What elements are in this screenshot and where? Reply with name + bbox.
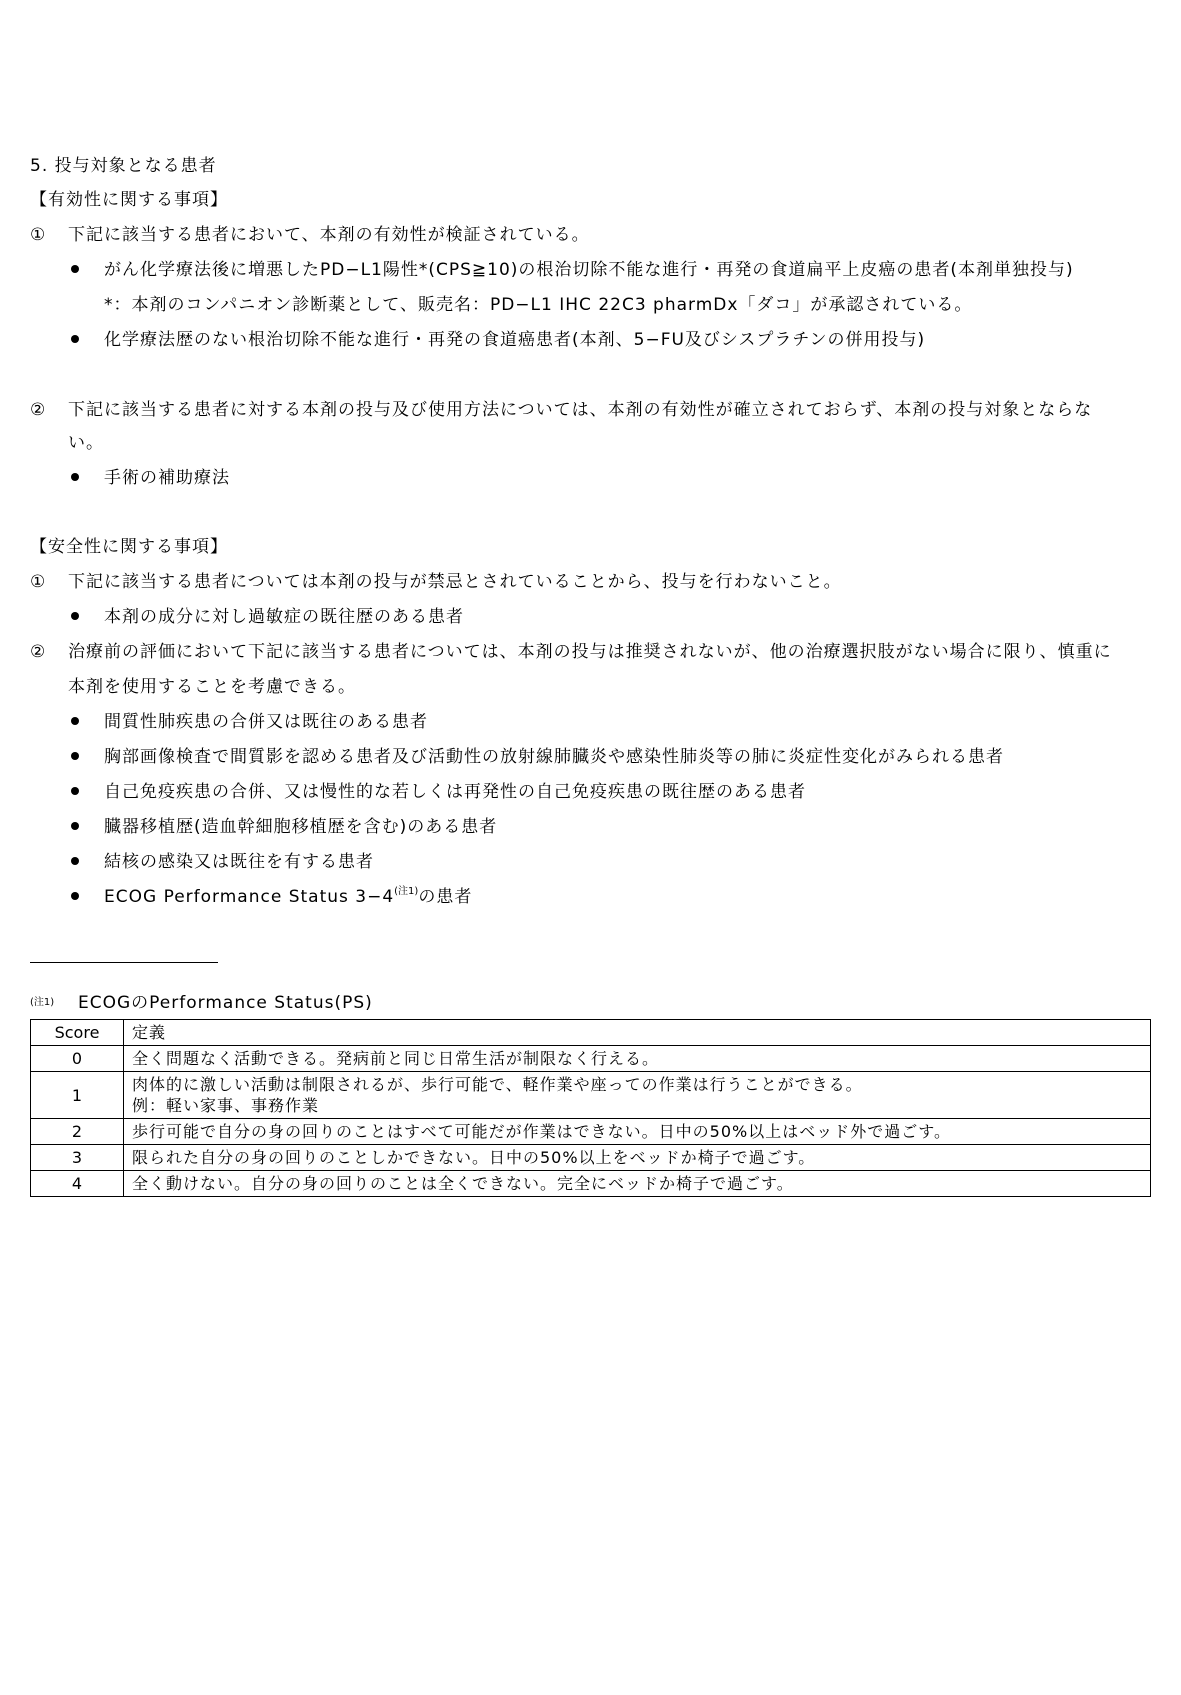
table-row (31, 1072, 1151, 1119)
definition-cell: 全く動けない。自分の身の回りのことは全くできない。完全にベッドか椅子で過ごす。 (124, 1171, 1151, 1197)
table-row (31, 1171, 1151, 1197)
score-cell: 3 (31, 1145, 124, 1171)
section-title: 5. 投与対象となる患者 (30, 156, 217, 176)
bullet-icon (71, 822, 79, 830)
bullet-icon (71, 612, 79, 620)
ecog-text: ECOG Performance Status 3−4 (104, 887, 395, 907)
efficacy-footnote: *：本剤のコンパニオン診断薬として、販売名：PD−L1 IHC 22C3 pharmDx「ダコ」が承認されている。 (104, 295, 973, 315)
header-definition: 定義 (124, 1020, 1151, 1046)
item-marker: ② (30, 642, 46, 662)
definition-cell (124, 1072, 1151, 1119)
safety-bullet: 本剤の成分に対し過敏症の既往歴のある患者 (104, 607, 464, 627)
note-marker: (注1) (30, 997, 55, 1008)
safety-heading: 【安全性に関する事項】 (30, 537, 228, 557)
definition-cell: 歩行可能で自分の身の回りのことはすべて可能だが作業はできない。日中の50%以上はベッド外で過ごす。 (124, 1119, 1151, 1145)
definition-cell: 全く問題なく活動できる。発病前と同じ日常生活が制限なく行える。 (124, 1046, 1151, 1072)
table-row (31, 1145, 1151, 1171)
definition-line: 例：軽い家事、事務作業 (132, 1096, 320, 1115)
bullet-icon (71, 857, 79, 865)
safety-bullet: 結核の感染又は既往を有する患者 (104, 852, 374, 872)
bullet-icon (71, 265, 79, 273)
efficacy-item2-text: 下記に該当する患者に対する本剤の投与及び使用方法については、本剤の有効性が確立されておらず、本剤の投与対象とならな (68, 400, 1093, 420)
footnote-ref: (注1) (394, 886, 419, 897)
safety-item1-text: 下記に該当する患者については本剤の投与が禁忌とされていることから、投与を行わないこと。 (68, 572, 842, 592)
item-marker: ① (30, 225, 46, 245)
bullet-icon (71, 892, 79, 900)
safety-bullet-ecog (104, 887, 472, 907)
efficacy-bullet: がん化学療法後に増悪したPD−L1陽性*(CPS≧10)の根治切除不能な進行・再発の食道扁平上皮癌の患者(本剤単独投与) (104, 260, 1074, 280)
bullet-icon (71, 752, 79, 760)
safety-bullet: 胸部画像検査で間質影を認める患者及び活動性の放射線肺臓炎や感染性肺炎等の肺に炎症性変化がみられる患者 (104, 747, 1004, 767)
ecog-text-post: の患者 (418, 887, 473, 907)
efficacy-heading: 【有効性に関する事項】 (30, 190, 228, 210)
safety-bullet: 自己免疫疾患の合併、又は慢性的な若しくは再発性の自己免疫疾患の既往歴のある患者 (104, 782, 806, 802)
table-row (31, 1046, 1151, 1072)
score-cell: 2 (31, 1119, 124, 1145)
safety-bullet: 間質性肺疾患の合併又は既往のある患者 (104, 712, 428, 732)
efficacy-item1-text: 下記に該当する患者において、本剤の有効性が検証されている。 (68, 225, 590, 245)
header-score: Score (31, 1020, 124, 1046)
score-cell: 4 (31, 1171, 124, 1197)
bullet-icon (71, 787, 79, 795)
efficacy-bullet: 化学療法歴のない根治切除不能な進行・再発の食道癌患者(本剤、5−FU及びシスプラチンの併用投与) (104, 330, 926, 350)
item-marker: ② (30, 400, 46, 420)
table-row (31, 1119, 1151, 1145)
bullet-icon (71, 473, 79, 481)
score-cell: 1 (31, 1072, 124, 1119)
definition-cell: 限られた自分の身の回りのことしかできない。日中の50%以上をベッドか椅子で過ごす。 (124, 1145, 1151, 1171)
footnote-divider (30, 962, 218, 963)
table-header-row (31, 1020, 1151, 1046)
ecog-table (30, 1019, 1151, 1197)
item-marker: ① (30, 572, 46, 592)
efficacy-item2-text-cont: い。 (68, 433, 104, 453)
score-cell: 0 (31, 1046, 124, 1072)
safety-bullet: 臓器移植歴(造血幹細胞移植歴を含む)のある患者 (104, 817, 498, 837)
definition-line: 肉体的に激しい活動は制限されるが、歩行可能で、軽作業や座っての作業は行うことができる。 (132, 1075, 863, 1094)
efficacy-bullet: 手術の補助療法 (104, 468, 230, 488)
bullet-icon (71, 335, 79, 343)
note-title: ECOGのPerformance Status(PS) (78, 993, 373, 1013)
safety-item2-text-cont: 本剤を使用することを考慮できる。 (68, 677, 356, 697)
safety-item2-text: 治療前の評価において下記に該当する患者については、本剤の投与は推奨されないが、他の治療選択肢がない場合に限り、慎重に (68, 642, 1112, 662)
bullet-icon (71, 717, 79, 725)
